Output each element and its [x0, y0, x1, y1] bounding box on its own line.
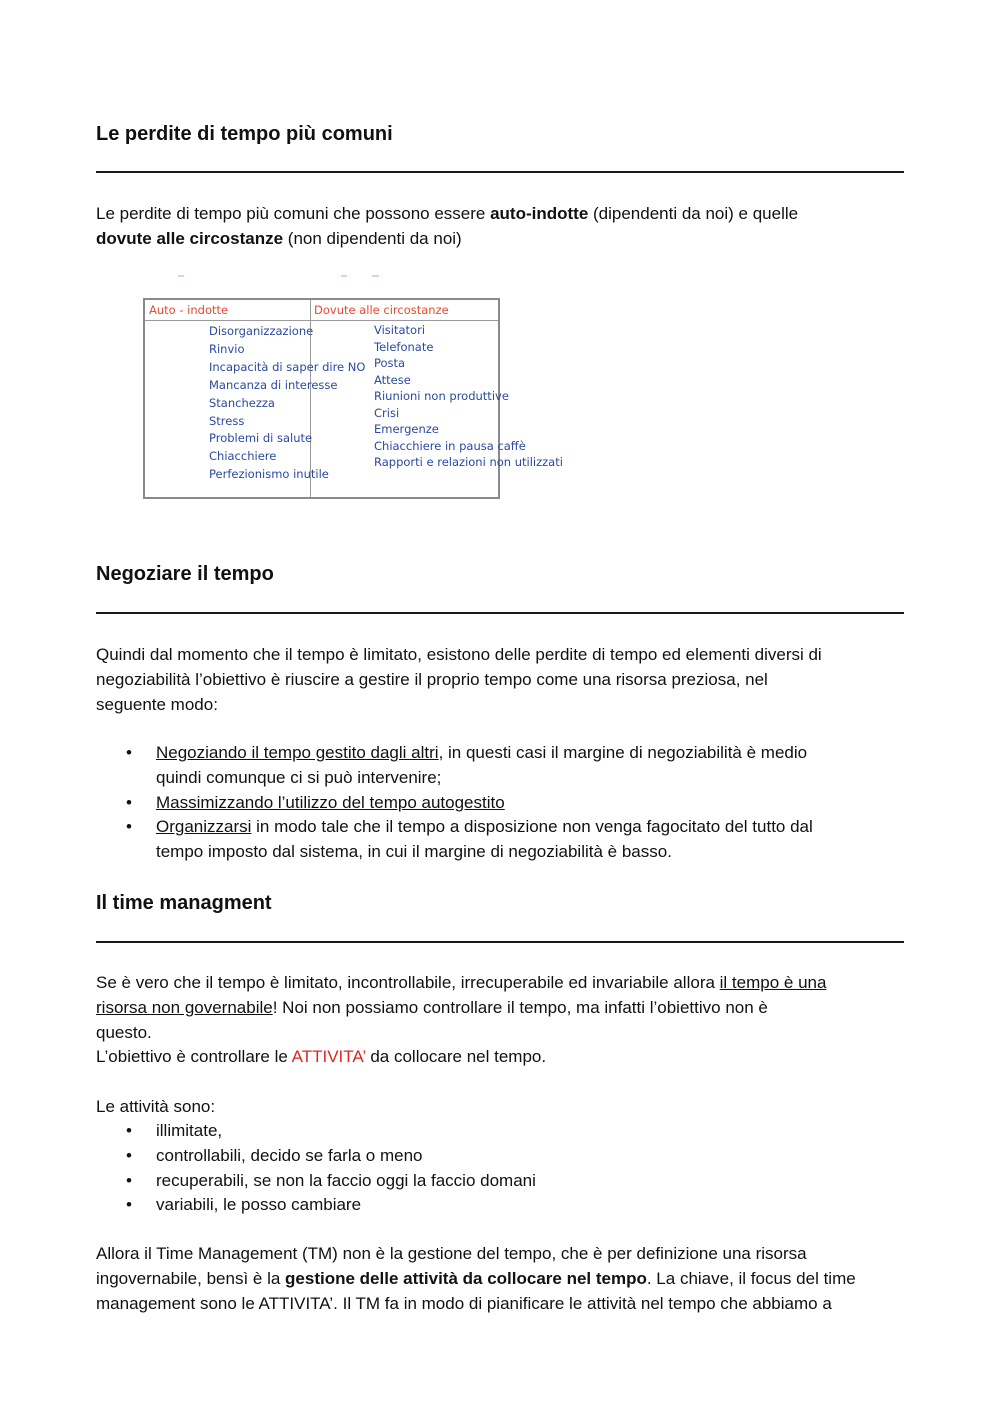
section-heading-time-management: Il time managment: [96, 892, 272, 914]
paragraph-text: Se è vero che il tempo è limitato, incontrollabile, irrecuperabile ed invariabile allora: [96, 973, 720, 992]
table-cell: Attese: [374, 372, 411, 387]
list-item: [96, 1144, 906, 1169]
table-cell: Rinvio: [209, 341, 245, 356]
paragraph-underlined: il tempo è una: [719, 973, 827, 992]
heading-rule: [96, 171, 904, 173]
list-item: [96, 815, 906, 865]
table-header-auto-indotte: Auto - indotte: [149, 303, 229, 317]
paragraph-text: management sono le ATTIVITA’. Il TM fa in modo di pianificare le attività nel tempo che abbiamo a: [96, 1293, 832, 1313]
table-cell: Perfezionismo inutile: [209, 467, 329, 482]
intro-text: (dipendenti da noi) e quelle: [588, 204, 799, 223]
list-item: [96, 1119, 906, 1144]
list-item-text: variabili, le posso cambiare: [156, 1195, 362, 1215]
attivita-list-intro: Le attività sono:: [96, 1097, 216, 1116]
table-cell: Stanchezza: [209, 395, 275, 410]
table-cell: Mancanza di interesse: [209, 377, 338, 392]
table-cell: Emergenze: [374, 422, 439, 436]
bullet-marker: •: [126, 1121, 132, 1140]
paragraph-line: seguente modo:: [96, 694, 218, 714]
paragraph-text: L’obiettivo è controllare le: [96, 1047, 292, 1067]
bullet-marker: •: [126, 1195, 132, 1215]
table-cell: Crisi: [374, 405, 400, 420]
paragraph-text: ingovernabile, bensì è la: [96, 1268, 286, 1288]
negoziare-bullet-list: [96, 741, 906, 865]
bullet-marker: •: [126, 743, 132, 762]
negoziare-paragraph: [96, 643, 906, 717]
list-item-text: illimitate,: [156, 1121, 223, 1140]
bullet-marker: •: [126, 792, 132, 812]
list-item-text: quindi comunque ci si può intervenire;: [156, 767, 442, 787]
table-cell: Chiacchiere: [209, 449, 277, 464]
table-cell: Incapacità di saper dire NO: [209, 359, 366, 374]
list-item-text: in modo tale che il tempo a disposizione non venga fagocitato del tutto dal: [251, 817, 813, 837]
paragraph-text: Allora il Time Management (TM) non è la gestione del tempo, che è per definizione una risorsa: [96, 1244, 807, 1263]
paragraph-bold: gestione delle attività da collocare nel tempo: [285, 1268, 647, 1288]
image-artifact: [178, 275, 184, 277]
list-item: [96, 1169, 906, 1194]
list-item: [96, 1193, 906, 1218]
list-item-underlined: Negoziando il tempo gestito dagli altri: [156, 743, 439, 762]
table-cell: Stress: [209, 413, 245, 428]
bullet-marker: •: [126, 1145, 132, 1165]
image-artifact: [372, 275, 379, 277]
paragraph-text: da collocare nel tempo.: [365, 1047, 547, 1067]
list-item: [96, 741, 906, 791]
image-artifact: [341, 275, 347, 277]
intro-paragraph: [96, 202, 906, 252]
table-cell: Problemi di salute: [209, 431, 313, 446]
table-cell: Posta: [374, 356, 406, 370]
table-cell: Chiacchiere in pausa caffè: [374, 438, 526, 453]
paragraph-text: ! Noi non possiamo controllare il tempo, ma infatti l’obiettivo non è: [272, 997, 768, 1017]
table-cell: Telefonate: [374, 339, 434, 354]
paragraph-text: questo.: [96, 1022, 152, 1042]
section-heading-perdite: Le perdite di tempo più comuni: [96, 123, 393, 145]
intro-bold-auto-indotte: auto-indotte: [490, 204, 589, 223]
list-item-text: controllabili, decido se farla o meno: [156, 1145, 423, 1165]
time-management-paragraph-1: [96, 971, 906, 1070]
paragraph-underlined: risorsa non governabile: [96, 997, 273, 1017]
paragraph-text: . La chiave, il focus del time: [646, 1268, 856, 1288]
paragraph-line: Quindi dal momento che il tempo è limitato, esistono delle perdite di tempo ed elementi diversi di: [96, 645, 822, 664]
intro-text: (non dipendenti da noi): [283, 228, 462, 248]
table-cell: Visitatori: [374, 323, 426, 337]
highlighted-attivita: ATTIVITA’: [291, 1047, 366, 1067]
time-management-paragraph-3: [96, 1242, 906, 1316]
heading-rule: [96, 941, 904, 943]
list-item-underlined: Massimizzando l’utilizzo del tempo autogestito: [156, 792, 505, 812]
attivita-bullet-list: [96, 1119, 906, 1218]
time-waste-table: [143, 298, 563, 499]
table-header-circostanze: Dovute alle circostanze: [314, 303, 449, 317]
table-column-circostanze: [314, 322, 1000, 471]
list-item-text: tempo imposto dal sistema, in cui il margine di negoziabilità è basso.: [156, 842, 672, 862]
intro-bold-circostanze: dovute alle circostanze: [96, 228, 284, 248]
table-header-divider: [145, 320, 498, 321]
intro-text: Le perdite di tempo più comuni che possono essere: [96, 204, 491, 223]
list-item-underlined: Organizzarsi: [156, 817, 252, 837]
paragraph-line: negoziabilità l’obiettivo è riuscire a gestire il proprio tempo come una risorsa preziosa, nel: [96, 669, 768, 689]
bullet-marker: •: [126, 817, 132, 837]
list-item-text: recuperabili, se non la faccio oggi la faccio domani: [156, 1170, 536, 1190]
list-item-text: , in questi casi il margine di negoziabilità è medio: [438, 743, 808, 762]
bullet-marker: •: [126, 1170, 132, 1190]
section-heading-negoziare: Negoziare il tempo: [96, 563, 274, 585]
table-cell: Rapporti e relazioni non utilizzati: [374, 455, 563, 469]
table-cell: Disorganizzazione: [209, 324, 314, 338]
list-item: [96, 791, 906, 816]
table-cell: Riunioni non produttive: [374, 389, 509, 403]
heading-rule: [96, 612, 904, 614]
